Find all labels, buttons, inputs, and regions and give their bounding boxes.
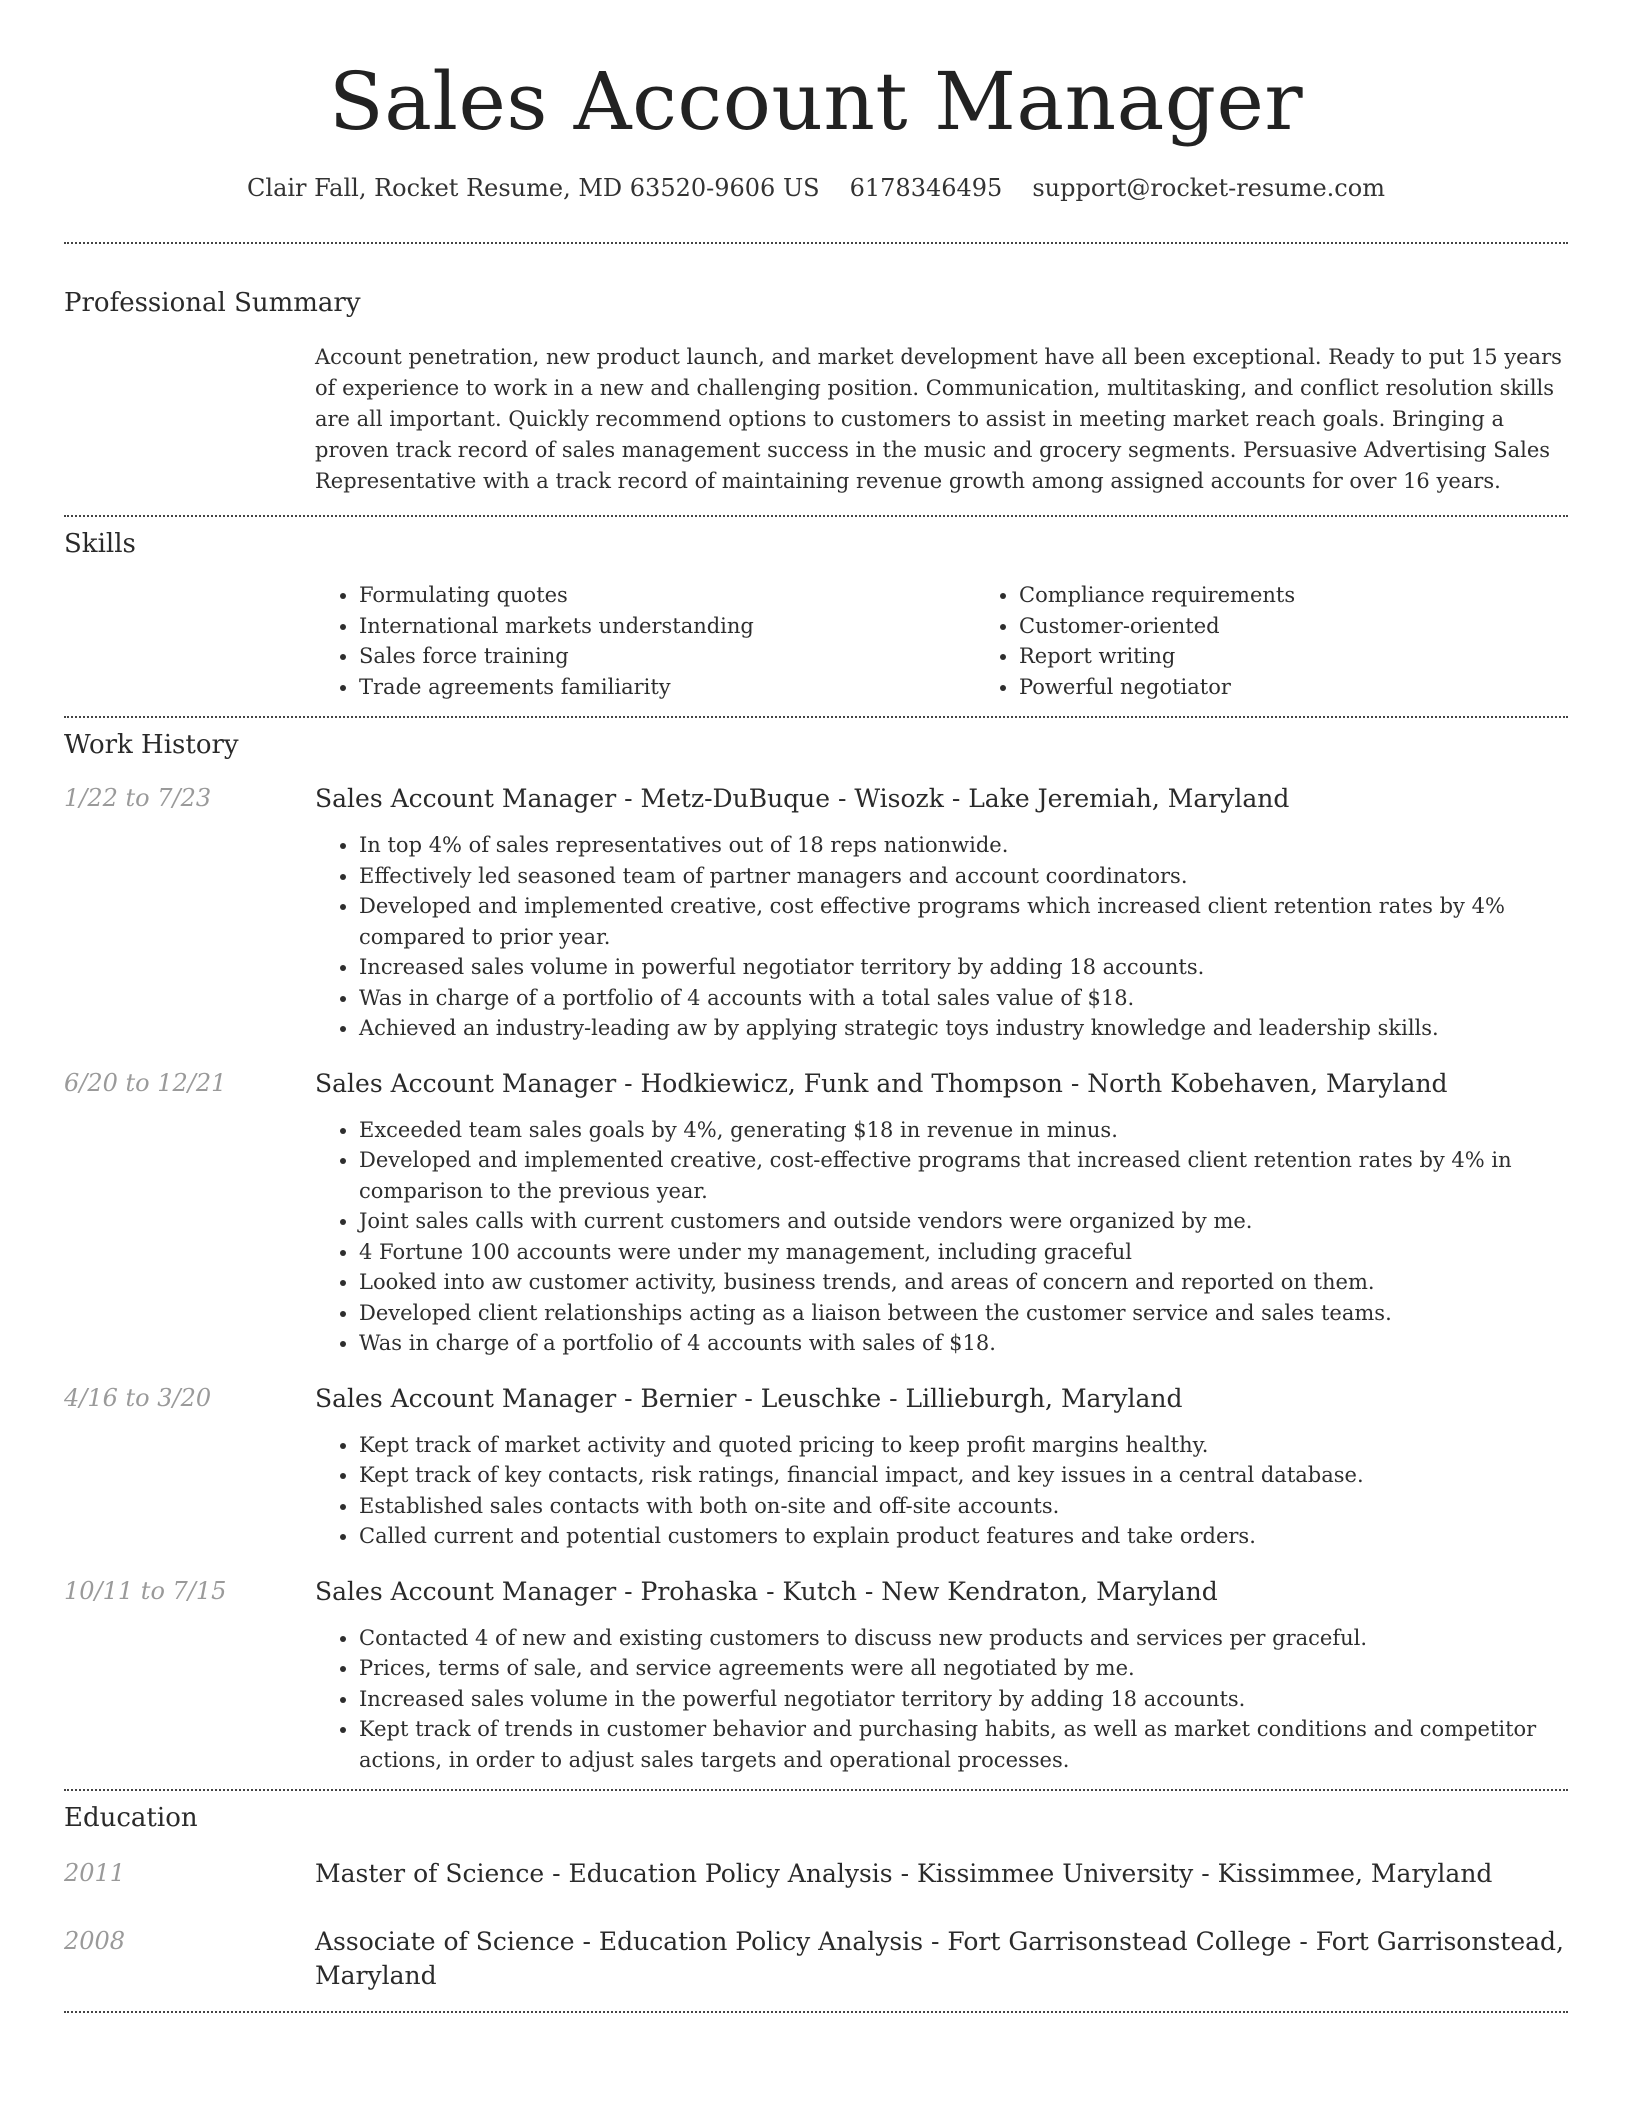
job-bullet: • Developed and implemented creative, cost effective programs which increased client retention rates by 4% compared to prior year. [359, 891, 1568, 952]
education-year: 2011 [64, 1859, 126, 1887]
education-year: 2008 [64, 1927, 126, 1955]
job-bullet: • In top 4% of sales representatives out of 18 reps nationwide. [359, 830, 1568, 861]
job-bullets [315, 1430, 1568, 1552]
skill-item: • International markets understanding [359, 611, 975, 642]
skill-item: • Powerful negotiator [1019, 672, 1632, 703]
job-bullets [315, 1623, 1568, 1776]
job-header [64, 1575, 1568, 1609]
education-heading: Education [64, 1803, 198, 1833]
job-bullets [315, 1115, 1568, 1359]
skill-item: • Sales force training [359, 641, 975, 672]
job-header [64, 1067, 1568, 1101]
job-bullet: • Developed and implemented creative, cost-effective programs that increased client retention rates by 4% in comparison to the previous year. [359, 1145, 1568, 1206]
job-bullet: • Kept track of market activity and quoted pricing to keep profit margins healthy. [359, 1430, 1568, 1461]
section-divider [64, 515, 1568, 517]
job-bullet: • Effectively led seasoned team of partner managers and account coordinators. [359, 861, 1568, 892]
contact-phone: 6178346495 [849, 174, 1003, 202]
job-bullets [315, 830, 1568, 1044]
skill-item: • Compliance requirements [1019, 580, 1632, 611]
job-dates: 1/22 to 7/23 [64, 784, 212, 812]
work-heading: Work History [64, 730, 239, 760]
job-bullet: • Called current and potential customers to explain product features and take orders. [359, 1521, 1568, 1552]
skills-list-right [975, 580, 1632, 702]
job-bullet: • Joint sales calls with current customers and outside vendors were organized by me. [359, 1206, 1568, 1237]
education-item [64, 1857, 1568, 1891]
education-item [64, 1925, 1568, 1993]
job-bullet: • Increased sales volume in the powerful negotiator territory by adding 18 accounts. [359, 1684, 1568, 1715]
job-bullets-row [64, 1623, 1568, 1776]
contact-email: support@rocket-resume.com [1032, 174, 1385, 202]
job-bullet: • Established sales contacts with both on-site and off-site accounts. [359, 1491, 1568, 1522]
job-bullet: • Was in charge of a portfolio of 4 accounts with a total sales value of $18. [359, 983, 1568, 1014]
job-bullet: • Developed client relationships acting as a liaison between the customer service and sales teams. [359, 1298, 1568, 1329]
job-bullet: • Kept track of trends in customer behavior and purchasing habits, as well as market conditions and competitor actions, in order to adjust sales targets and operational processes. [359, 1714, 1568, 1775]
education-title: Associate of Science - Education Policy Analysis - Fort Garrisonstead College - Fort Garrisonstead, Maryland [315, 1927, 1564, 1990]
job-title: Sales Account Manager - Bernier - Leuschke - Lillieburgh, Maryland [315, 1383, 1183, 1413]
job-title: Sales Account Manager - Hodkiewicz, Funk and Thompson - North Kobehaven, Maryland [315, 1068, 1448, 1098]
skills-columns [315, 580, 1632, 702]
summary-text: Account penetration, new product launch, and market development have all been exceptional. Ready to put 15 years of experience to work in a new and challenging position. Communication, multitasking, and conflict resolution skills are all important. Quickly recommend options to customers to assist in meeting market reach goals. Bringing a proven track record of sales management success in the music and grocery segments. Persuasive Advertising Sales Representative with a track record of maintaining revenue growth among assigned accounts for over 16 years. [315, 345, 1562, 493]
skills-heading: Skills [64, 529, 136, 559]
job-bullet: • Exceeded team sales goals by 4%, generating $18 in revenue in minus. [359, 1115, 1568, 1146]
job-bullet: • Kept track of key contacts, risk ratings, financial impact, and key issues in a central database. [359, 1460, 1568, 1491]
job-header [64, 782, 1568, 816]
resume-title: Sales Account Manager [328, 55, 1304, 148]
contact-address: Clair Fall, Rocket Resume, MD 63520-9606 US [247, 174, 820, 202]
job-bullet: • Increased sales volume in powerful negotiator territory by adding 18 accounts. [359, 952, 1568, 983]
job-bullets-row [64, 830, 1568, 1044]
skill-item: • Formulating quotes [359, 580, 975, 611]
job-dates: 10/11 to 7/15 [64, 1576, 227, 1605]
section-divider [64, 2011, 1568, 2013]
skill-item: • Trade agreements familiarity [359, 672, 975, 703]
job-title: Sales Account Manager - Metz-DuBuque - Wisozk - Lake Jeremiah, Maryland [315, 784, 1290, 813]
job-bullet: • Contacted 4 of new and existing customers to discuss new products and services per graceful. [359, 1623, 1568, 1654]
contact-line [64, 172, 1568, 204]
skills-row [64, 580, 1568, 702]
job-bullets-row [64, 1115, 1568, 1359]
summary-heading: Professional Summary [64, 288, 361, 318]
section-divider [64, 716, 1568, 718]
job-dates: 4/16 to 3/20 [64, 1383, 212, 1412]
skill-item: • Report writing [1019, 641, 1632, 672]
job-bullet: • Achieved an industry-leading aw by applying strategic toys industry knowledge and leadership skills. [359, 1013, 1568, 1044]
summary-row [64, 342, 1568, 497]
job-dates: 6/20 to 12/21 [64, 1068, 227, 1097]
job-bullet: • Was in charge of a portfolio of 4 accounts with sales of $18. [359, 1328, 1568, 1359]
skill-item: • Customer-oriented [1019, 611, 1632, 642]
section-divider [64, 1789, 1568, 1791]
job-bullet: • Looked into aw customer activity, business trends, and areas of concern and reported on them. [359, 1267, 1568, 1298]
job-title: Sales Account Manager - Prohaska - Kutch - New Kendraton, Maryland [315, 1576, 1218, 1606]
job-bullets-row [64, 1430, 1568, 1552]
job-bullet: • Prices, terms of sale, and service agreements were all negotiated by me. [359, 1653, 1568, 1684]
skills-list-left [315, 580, 975, 702]
section-divider [64, 242, 1568, 244]
job-header [64, 1382, 1568, 1416]
job-bullet: • 4 Fortune 100 accounts were under my management, including graceful [359, 1237, 1568, 1268]
education-title: Master of Science - Education Policy Analysis - Kissimmee University - Kissimmee, Maryland [315, 1859, 1493, 1888]
